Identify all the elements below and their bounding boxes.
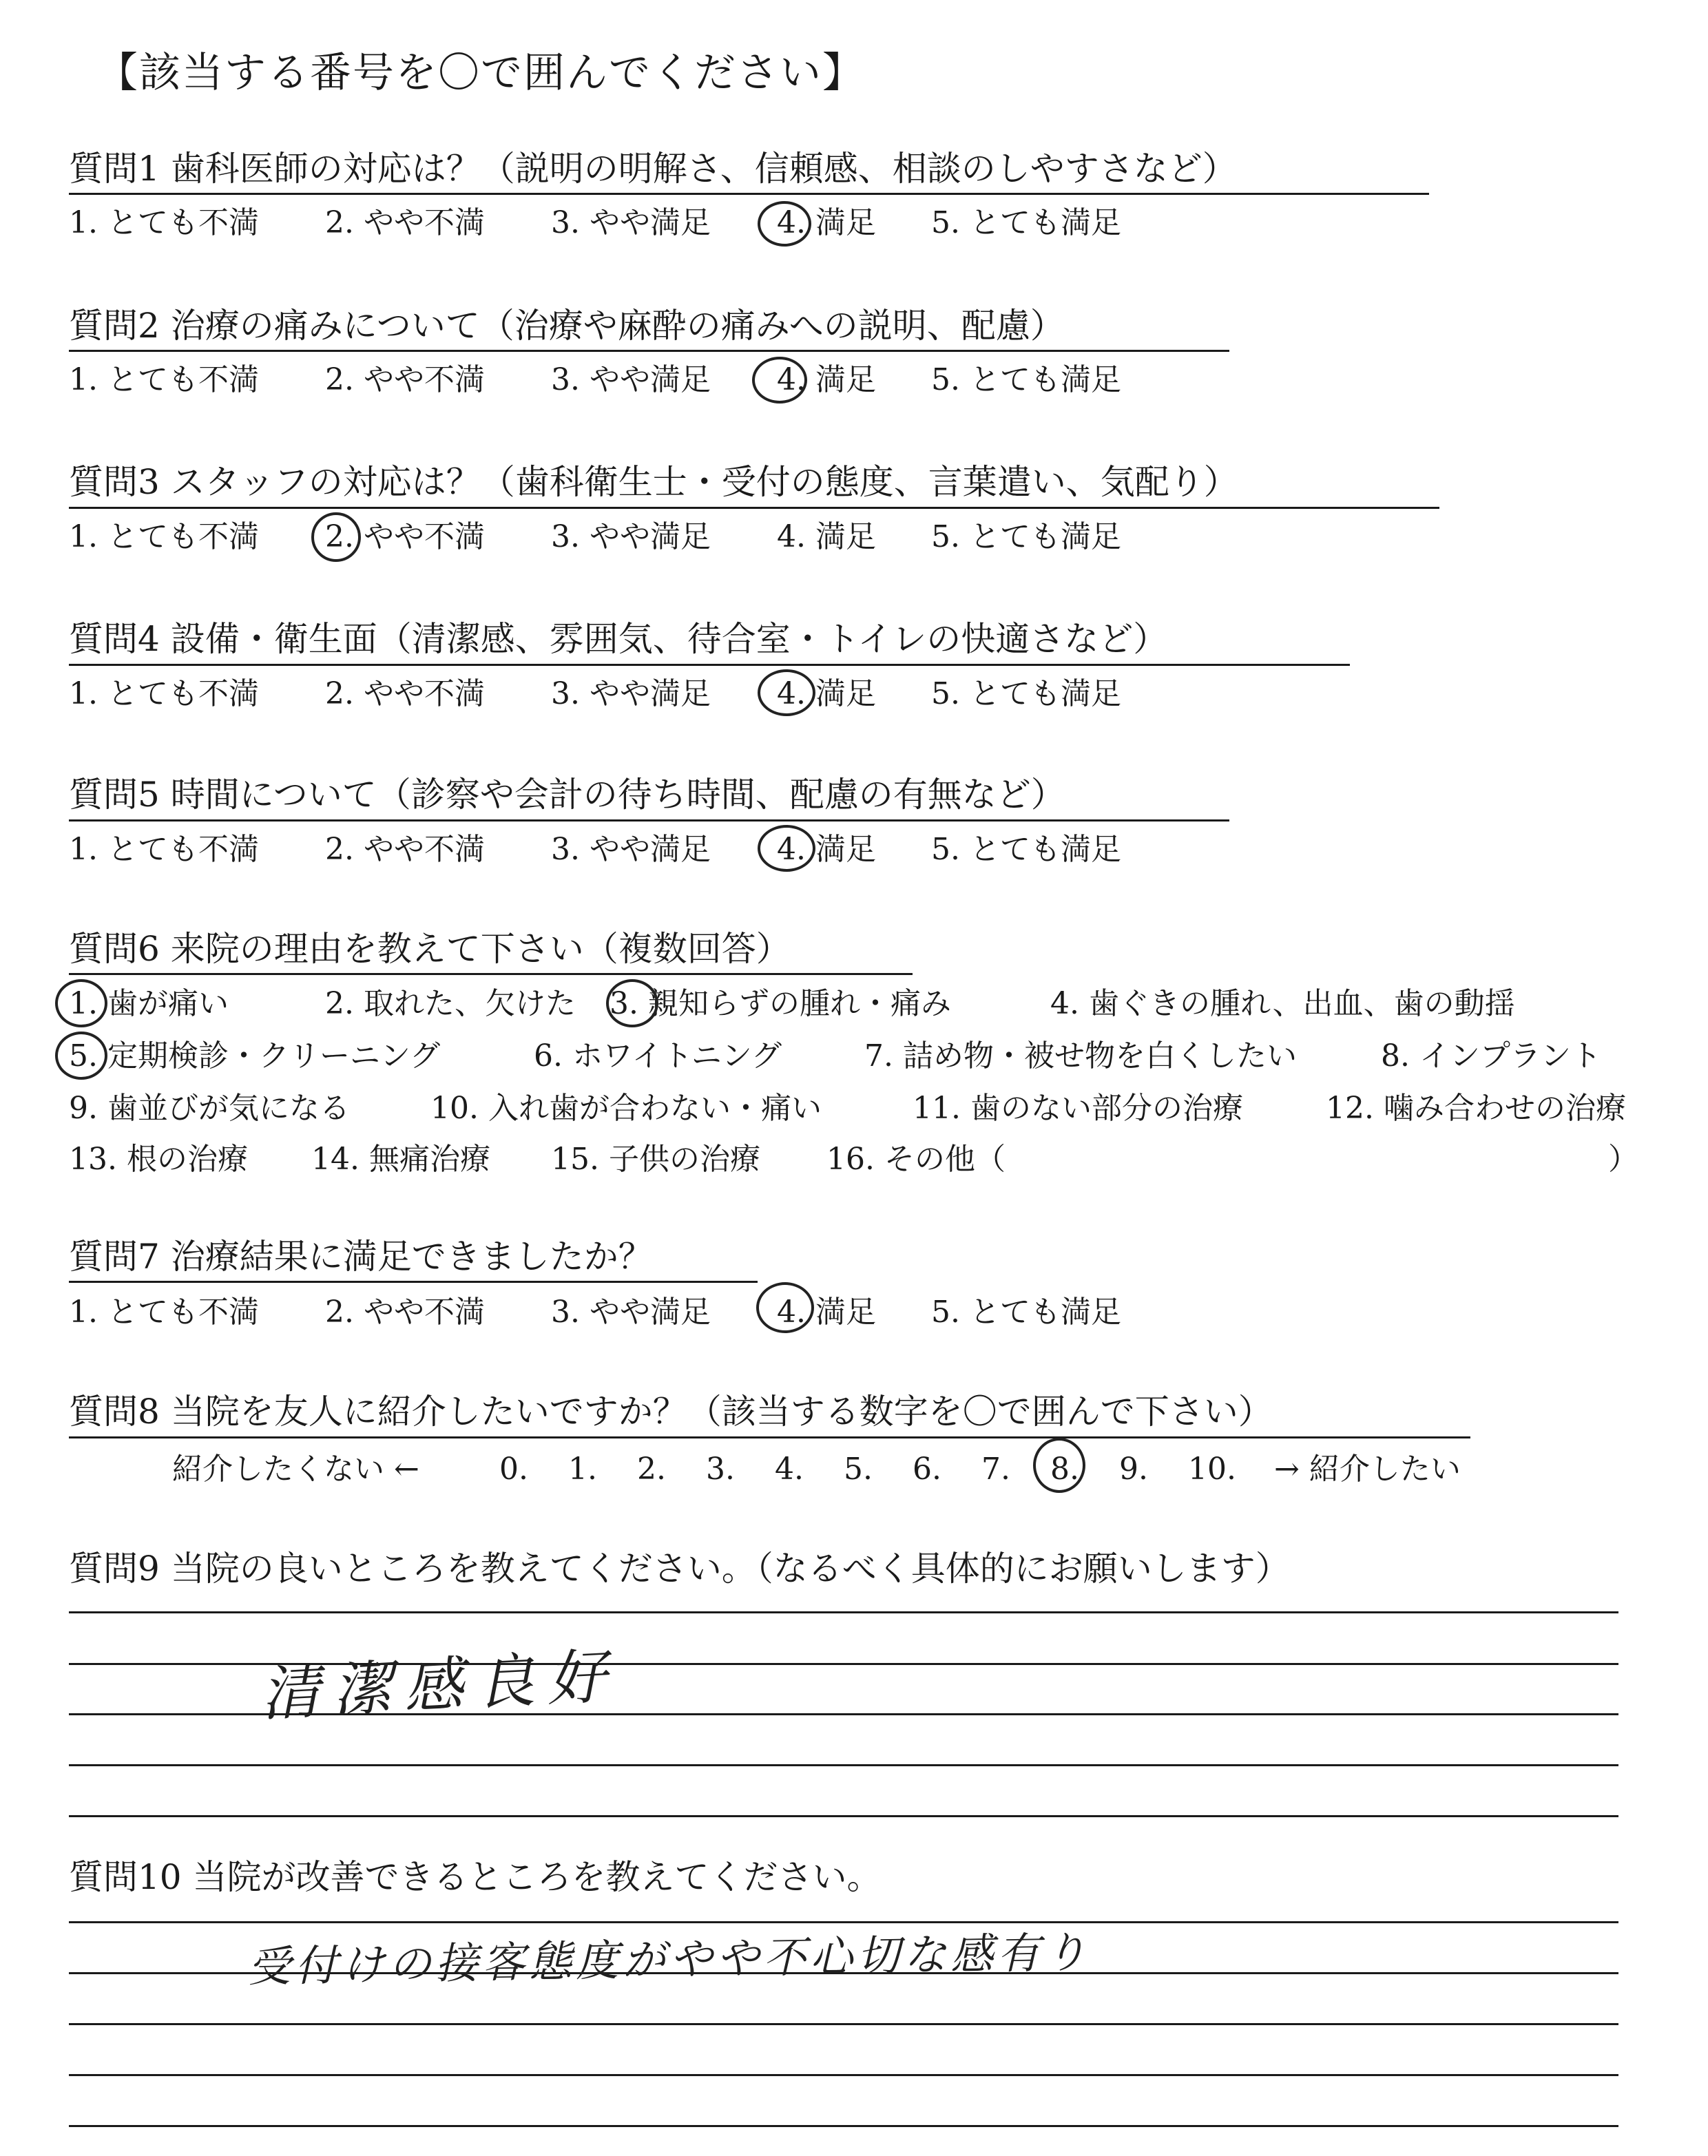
question-5-underline <box>69 819 1229 821</box>
q3-option-5[interactable]: 5. とても満足 <box>931 519 1121 554</box>
question-10-title: 質問10 当院が改善できるところを教えてください。 <box>69 1857 882 1897</box>
question-4-underline <box>69 664 1350 666</box>
q6-option-12[interactable]: 12. 噛み合わせの治療 <box>1326 1091 1626 1126</box>
q6-option-15[interactable]: 15. 子供の治療 <box>551 1142 760 1177</box>
q5-option-2[interactable]: 2. やや不満 <box>325 832 485 867</box>
q7-option-5[interactable]: 5. とても満足 <box>931 1295 1121 1330</box>
q3-option-3[interactable]: 3. やや満足 <box>551 519 711 554</box>
q6-option-16[interactable]: 16. その他（ <box>826 1142 1006 1177</box>
question-6-title: 質問6 来院の理由を教えて下さい（複数回答） <box>69 929 791 969</box>
q1-option-1[interactable]: 1. とても不満 <box>69 205 259 240</box>
question-8-underline <box>69 1436 1470 1438</box>
q8-number-9[interactable]: 9. <box>1119 1452 1148 1487</box>
q4-option-4[interactable]: 4. 満足 <box>777 676 876 711</box>
q7-option-2[interactable]: 2. やや不満 <box>325 1295 485 1330</box>
q7-option-4[interactable]: 4. 満足 <box>777 1295 876 1330</box>
q10-writing-line-3 <box>69 2023 1618 2025</box>
q9-handwritten-answer[interactable]: 清潔感良好 <box>259 1642 621 1730</box>
q2-option-2[interactable]: 2. やや不満 <box>325 362 485 397</box>
question-6-underline <box>69 973 913 975</box>
question-3-underline <box>69 507 1439 509</box>
q10-handwritten-answer[interactable]: 受付けの接客態度がやや不心切な感有り <box>247 1927 1092 1992</box>
q7-option-1[interactable]: 1. とても不満 <box>69 1295 259 1330</box>
q5-option-3[interactable]: 3. やや満足 <box>551 832 711 867</box>
q5-option-5[interactable]: 5. とても満足 <box>931 832 1121 867</box>
q1-option-2[interactable]: 2. やや不満 <box>325 205 485 240</box>
q8-number-1[interactable]: 1. <box>568 1452 597 1487</box>
q4-option-3[interactable]: 3. やや満足 <box>551 676 711 711</box>
q6-option-2[interactable]: 2. 取れた、欠けた <box>325 986 576 1021</box>
q8-left-label: 紹介したくない ← <box>172 1452 419 1487</box>
q1-option-4[interactable]: 4. 満足 <box>777 205 876 240</box>
question-7-underline <box>69 1281 758 1283</box>
q10-writing-line-5 <box>69 2125 1618 2127</box>
q6-option-4[interactable]: 4. 歯ぐきの腫れ、出血、歯の動揺 <box>1050 986 1515 1021</box>
q10-writing-line-4 <box>69 2074 1618 2076</box>
q3-option-4[interactable]: 4. 満足 <box>777 519 876 554</box>
q9-writing-line-5 <box>69 1815 1618 1817</box>
q5-option-4[interactable]: 4. 満足 <box>777 832 876 867</box>
page-title: 【該当する番号を〇で囲んでください】 <box>96 49 865 97</box>
question-5-title: 質問5 時間について（診察や会計の待ち時間、配慮の有無など） <box>69 775 1065 815</box>
q6-option-11[interactable]: 11. 歯のない部分の治療 <box>913 1091 1243 1126</box>
q8-number-5[interactable]: 5. <box>844 1452 873 1487</box>
q4-option-2[interactable]: 2. やや不満 <box>325 676 485 711</box>
q8-number-10[interactable]: 10. <box>1188 1452 1236 1487</box>
q9-writing-line-1 <box>69 1611 1618 1613</box>
q8-number-8[interactable]: 8. <box>1050 1452 1079 1487</box>
q6-option-6[interactable]: 6. ホワイトニング <box>534 1038 782 1074</box>
q1-option-3[interactable]: 3. やや満足 <box>551 205 711 240</box>
q8-number-7[interactable]: 7. <box>981 1452 1010 1487</box>
q3-option-2[interactable]: 2. やや不満 <box>325 519 485 554</box>
q8-number-2[interactable]: 2. <box>637 1452 666 1487</box>
q9-writing-line-4 <box>69 1764 1618 1766</box>
question-1-underline <box>69 193 1429 195</box>
q6-option-7[interactable]: 7. 詰め物・被せ物を白くしたい <box>864 1038 1297 1074</box>
q4-option-5[interactable]: 5. とても満足 <box>931 676 1121 711</box>
q6-other-close-paren: ） <box>1608 1142 1638 1177</box>
question-2-title: 質問2 治療の痛みについて（治療や麻酔の痛みへの説明、配慮） <box>69 306 1065 346</box>
q2-option-4[interactable]: 4. 満足 <box>777 362 876 397</box>
q6-option-8[interactable]: 8. インプラント <box>1381 1038 1601 1074</box>
q8-number-3[interactable]: 3. <box>706 1452 735 1487</box>
question-3-title: 質問3 スタッフの対応は？（歯科衛生士・受付の態度、言葉遣い、気配り） <box>69 462 1238 502</box>
q2-option-3[interactable]: 3. やや満足 <box>551 362 711 397</box>
q8-number-0[interactable]: 0. <box>499 1452 528 1487</box>
question-9-title: 質問9 当院の良いところを教えてください。（なるべく具体的にお願いします） <box>69 1549 1290 1589</box>
q4-option-1[interactable]: 1. とても不満 <box>69 676 259 711</box>
q5-option-1[interactable]: 1. とても不満 <box>69 832 259 867</box>
question-4-title: 質問4 設備・衛生面（清潔感、雰囲気、待合室・トイレの快適さなど） <box>69 619 1168 659</box>
q6-option-5[interactable]: 5. 定期検診・クリーニング <box>69 1038 441 1074</box>
question-8-title: 質問8 当院を友人に紹介したいですか？（該当する数字を〇で囲んで下さい） <box>69 1392 1273 1432</box>
question-1-title: 質問1 歯科医師の対応は？（説明の明解さ、信頼感、相談のしやすさなど） <box>69 149 1237 189</box>
q3-option-1[interactable]: 1. とても不満 <box>69 519 259 554</box>
q6-option-10[interactable]: 10. 入れ歯が合わない・痛い <box>430 1091 822 1126</box>
q2-option-5[interactable]: 5. とても満足 <box>931 362 1121 397</box>
q6-option-1[interactable]: 1. 歯が痛い <box>69 986 229 1021</box>
q6-option-13[interactable]: 13. 根の治療 <box>69 1142 248 1177</box>
q1-option-5[interactable]: 5. とても満足 <box>931 205 1121 240</box>
q7-option-3[interactable]: 3. やや満足 <box>551 1295 711 1330</box>
q6-option-9[interactable]: 9. 歯並びが気になる <box>69 1091 350 1126</box>
q8-right-label: → 紹介したい <box>1274 1452 1461 1487</box>
q8-number-6[interactable]: 6. <box>913 1452 941 1487</box>
question-2-underline <box>69 350 1229 352</box>
q6-option-14[interactable]: 14. 無痛治療 <box>311 1142 490 1177</box>
q2-option-1[interactable]: 1. とても不満 <box>69 362 259 397</box>
q8-number-4[interactable]: 4. <box>775 1452 804 1487</box>
q6-option-3[interactable]: 3. 親知らずの腫れ・痛み <box>610 986 951 1021</box>
question-7-title: 質問7 治療結果に満足できましたか？ <box>69 1237 653 1277</box>
